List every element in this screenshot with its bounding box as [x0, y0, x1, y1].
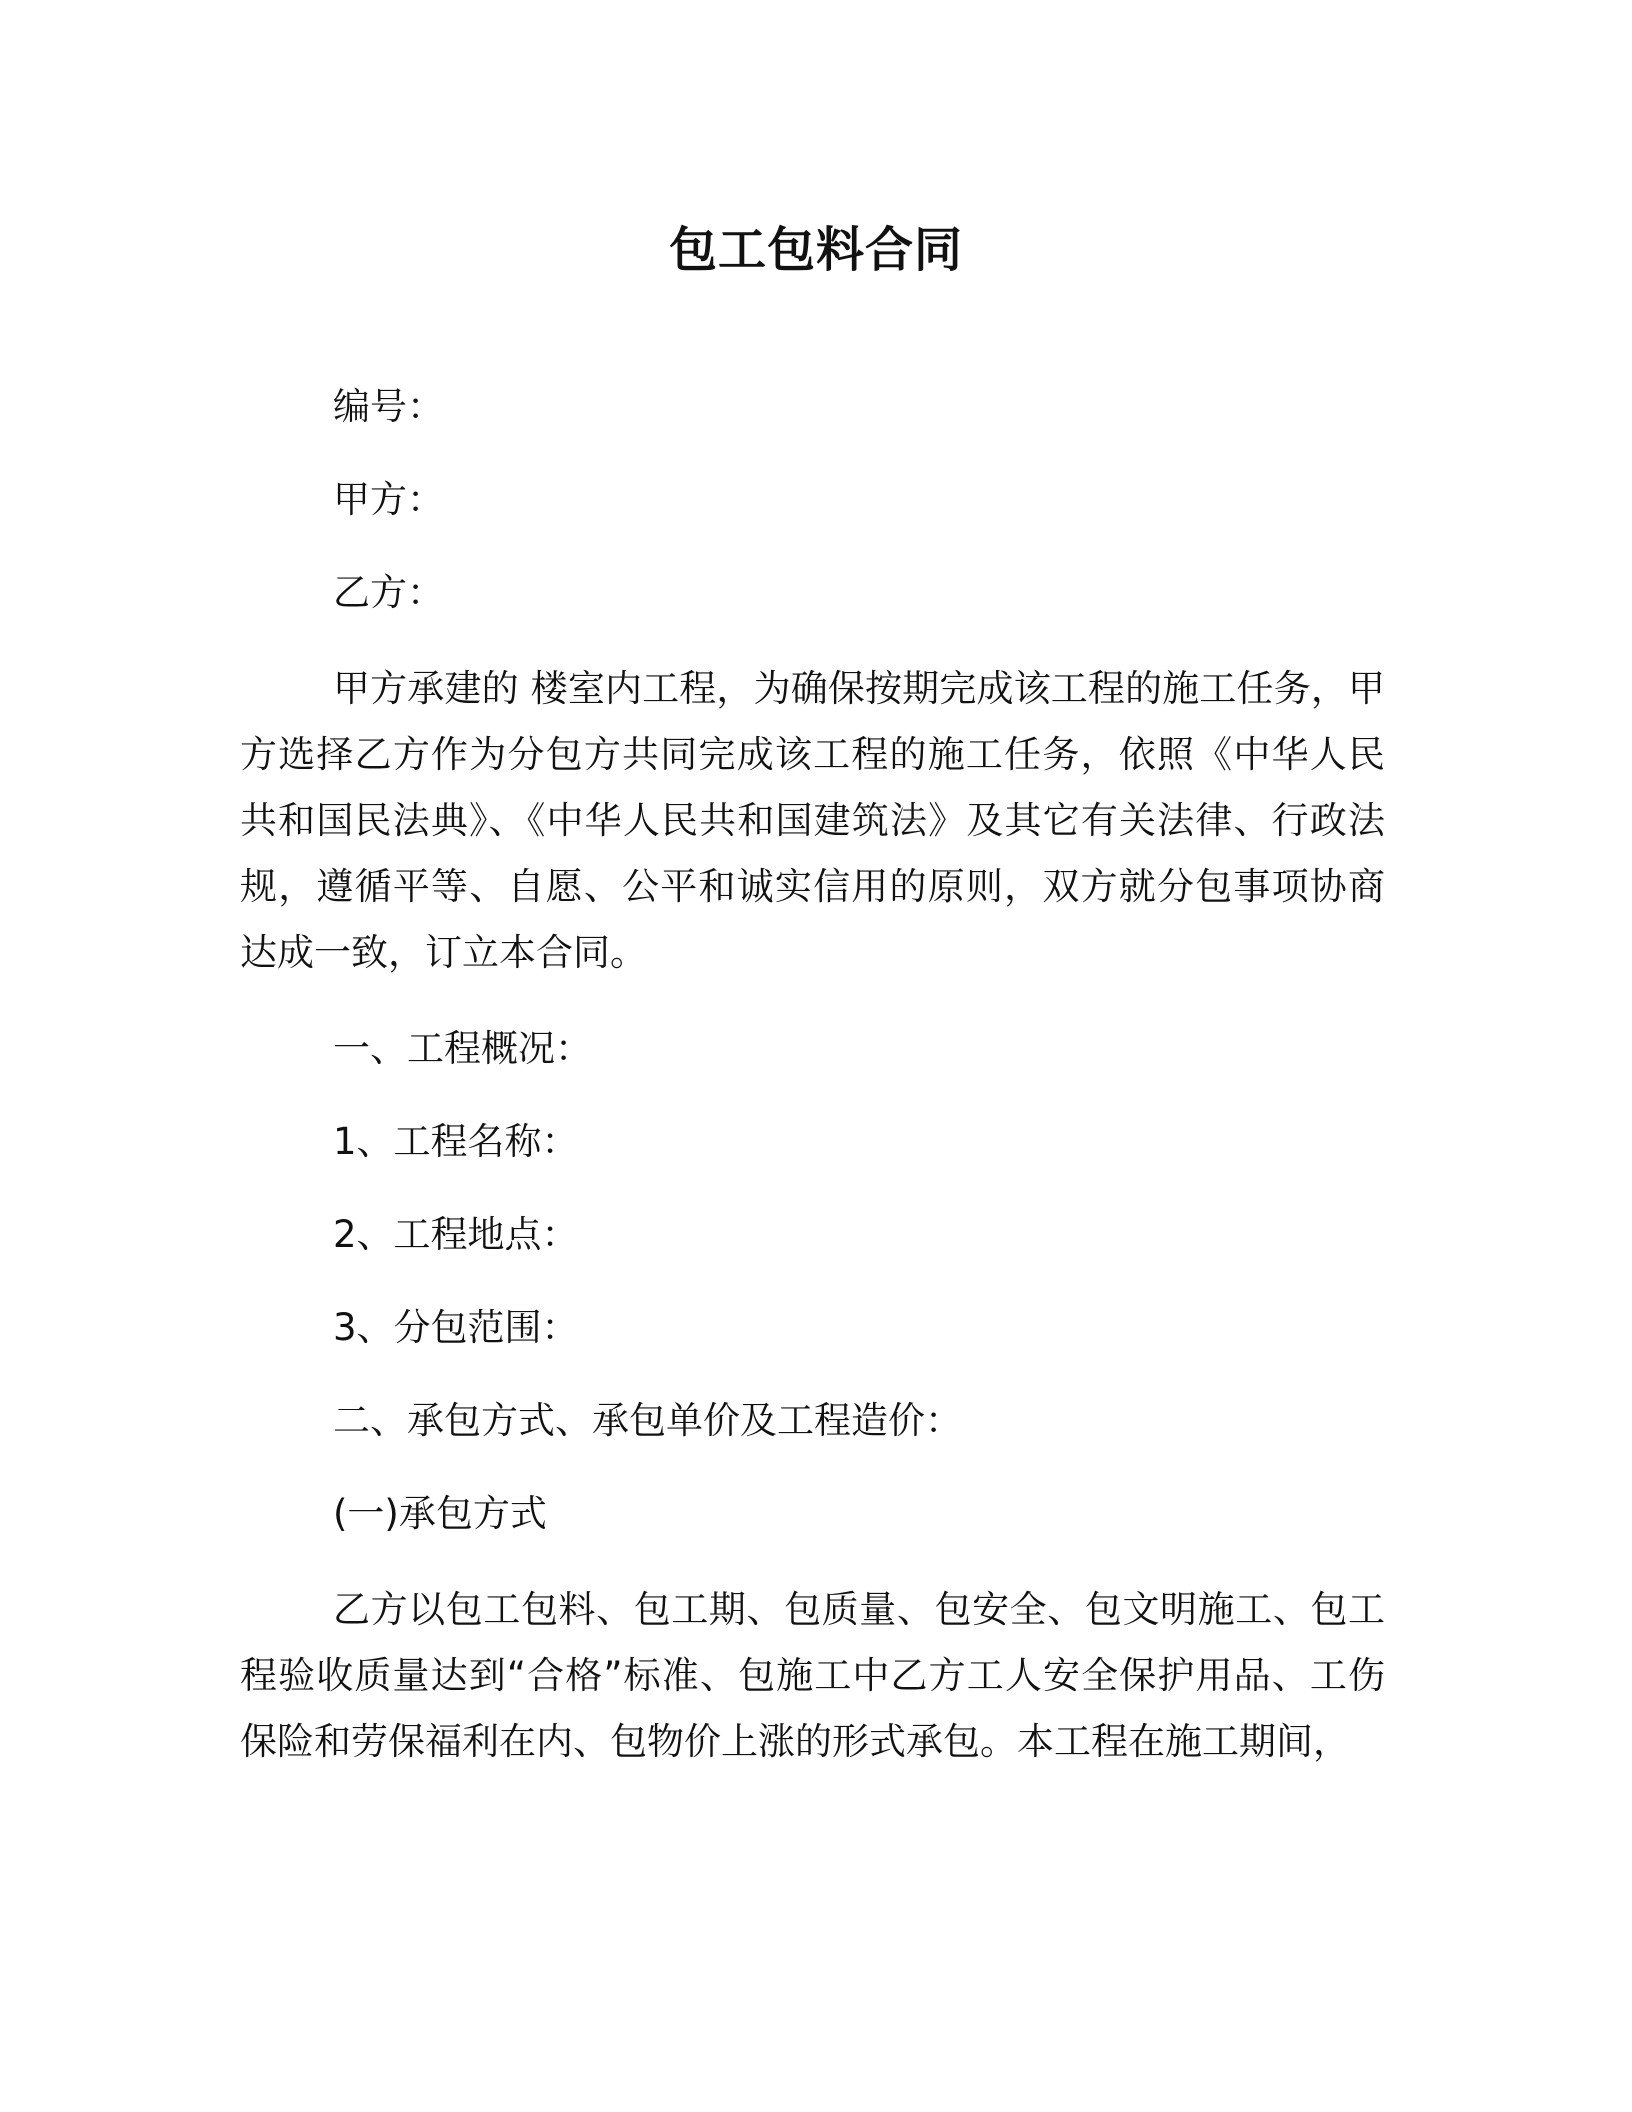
- party-b-field: 乙方：: [333, 571, 444, 614]
- party-a-field: 甲方：: [333, 478, 444, 521]
- intro-paragraph: 甲方承建的 楼室内工程，为确保按期完成该工程的施工任务，甲方选择乙方作为分包方共同完成该工程的施工任务，依照《中华人民共和国民法典》、《中华人民共和国建筑法》及其它有关法律、行政法规，遵循平等、自愿、公平和诚实信用的原则，双方就分包事项协商达成一致，订立本合同。: [240, 667, 1385, 974]
- contract-method-paragraph: 乙方以包工包料、包工期、包质量、包安全、包文明施工、包工程验收质量达到“合格”标准、包施工中乙方工人安全保护用品、工伤保险和劳保福利在内、包物价上涨的形式承包。本工程在施工期间，: [240, 1588, 1385, 1763]
- project-name-item: 1、工程名称：: [333, 1120, 579, 1163]
- section1-heading: 一、工程概况：: [333, 1027, 592, 1070]
- section2-heading: 二、承包方式、承包单价及工程造价：: [333, 1399, 962, 1442]
- project-location-item: 2、工程地点：: [333, 1213, 579, 1256]
- contract-number-field: 编号：: [333, 385, 444, 428]
- document-title: 包工包料合同: [668, 222, 963, 278]
- contract-method-heading: (一)承包方式: [333, 1492, 547, 1535]
- subcontract-scope-item: 3、分包范围：: [333, 1306, 579, 1349]
